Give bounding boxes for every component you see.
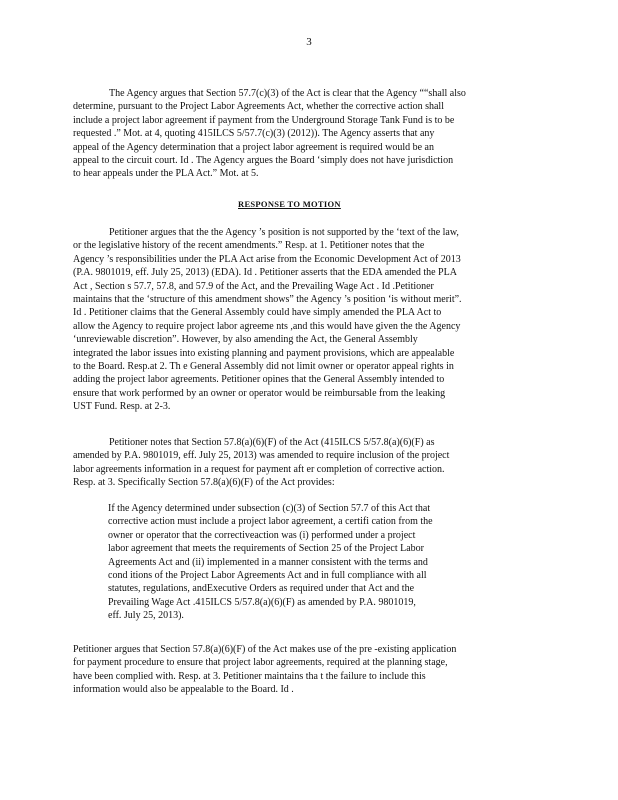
text-line: (P.A. 9801019, eff. July 25, 2013) (EDA). Id . Petitioner asserts that the EDA amended the PLA — [73, 267, 457, 279]
paragraph-agency-argument — [73, 87, 545, 181]
text-line: The Agency argues that Section 57.7(c)(3) of the Act is clear that the Agency ““shall also — [109, 88, 466, 99]
section-heading: RESPONSE TO MOTION — [238, 199, 341, 209]
text-line: adding the project labor agreements. Petitioner opines that the General Assembly intended to — [73, 374, 445, 386]
text-line: determine, pursuant to the Project Labor Agreements Act, whether the corrective action shall — [73, 101, 444, 113]
text-line: ensure that work performed by an owner or operator would be reimbursable from the leaking — [73, 387, 446, 399]
text-line: Id . Petitioner claims that the General Assembly could have simply amended the PLA Act to — [73, 307, 442, 319]
text-line: requested .” Mot. at 4, quoting 415ILCS 5/57.7(c)(3) (2012)). The Agency asserts that any — [73, 128, 435, 140]
quote-line: corrective action must include a project labor agreement, a certifi cation from the — [108, 516, 433, 528]
text-line: Agency ’s responsibilities under the PLA Act arise from the Economic Development Act of 2013 — [73, 253, 461, 265]
text-line: appeal to the circuit court. Id . The Agency argues the Board ‘simply does not have jurisdiction — [73, 154, 454, 166]
text-line: integrated the labor issues into existing planning and payment provisions, which are appealable — [73, 347, 455, 359]
paragraph-petitioner-notes — [73, 436, 545, 490]
quote-line: If the Agency determined under subsection (c)(3) of Section 57.7 of this Act that — [108, 503, 431, 514]
text-line: allow the Agency to require project labor agreeme nts ,and this would have given the the Agency — [73, 320, 461, 332]
text-line: amended by P.A. 9801019, eff. July 25, 2013) was amended to require inclusion of the project — [73, 450, 450, 462]
text-line: or the legislative history of the recent amendments.” Resp. at 1. Petitioner notes that the — [73, 240, 425, 252]
quote-line: Prevailing Wage Act .415ILCS 5/57.8(a)(6)(F) as amended by P.A. 9801019, — [108, 596, 416, 608]
text-line: Act , Section s 57.7, 57.8, and 57.9 of the Act, and the Prevailing Wage Act . Id .Petitioner — [73, 280, 434, 292]
text-line: information would also be appealable to the Board. Id . — [73, 684, 294, 696]
text-line: to the Board. Resp.at 2. Th e General Assembly did not limit owner or operator appeal rights in — [73, 360, 454, 372]
text-line: Petitioner notes that Section 57.8(a)(6)(F) of the Act (415ILCS 5/57.8(a)(6)(F) as — [109, 437, 435, 448]
paragraph-petitioner-argument — [73, 226, 545, 413]
page-number: 3 — [306, 36, 312, 48]
text-line: Resp. at 3. Specifically Section 57.8(a)(6)(F) of the Act provides: — [73, 477, 335, 489]
text-line: have been complied with. Resp. at 3. Petitioner maintains tha t the failure to include this — [73, 670, 426, 682]
quote-line: statutes, regulations, andExecutive Orders as required under that Act and the — [108, 583, 415, 595]
text-line: maintains that the ‘structure of this amendment shows” the Agency ’s position ‘is without merit”. — [73, 293, 462, 305]
text-line: ‘unreviewable discretion”. However, by also amending the Act, the General Assembly — [73, 334, 418, 346]
text-line: Petitioner argues that the the Agency ’s position is not supported by the ‘text of the law, — [109, 227, 459, 238]
text-line: to hear appeals under the PLA Act.” Mot. at 5. — [73, 168, 259, 180]
quote-line: cond itions of the Project Labor Agreements Act and in full compliance with all — [108, 569, 427, 581]
block-quote-statute — [108, 502, 500, 623]
text-line: labor agreements information in a request for payment aft er completion of corrective action. — [73, 463, 445, 475]
quote-line: labor agreement that meets the requirements of Section 25 of the Project Labor — [108, 543, 425, 555]
text-line: for payment procedure to ensure that project labor agreements, required at the planning stage, — [73, 657, 448, 669]
text-line: UST Fund. Resp. at 2-3. — [73, 401, 171, 413]
paragraph-petitioner-conclusion — [73, 643, 545, 697]
text-line: include a project labor agreement if payment from the Underground Storage Tank Fund is to be — [73, 114, 455, 126]
quote-line: eff. July 25, 2013). — [108, 610, 184, 622]
text-line: appeal of the Agency determination that a project labor agreement is required would be an — [73, 141, 434, 153]
quote-line: Agreements Act and (ii) implemented in a manner consistent with the terms and — [108, 556, 428, 568]
quote-line: owner or operator that the correctiveaction was (i) performed under a project — [108, 529, 416, 541]
text-line: Petitioner argues that Section 57.8(a)(6)(F) of the Act makes use of the pre -existing application — [73, 644, 457, 655]
